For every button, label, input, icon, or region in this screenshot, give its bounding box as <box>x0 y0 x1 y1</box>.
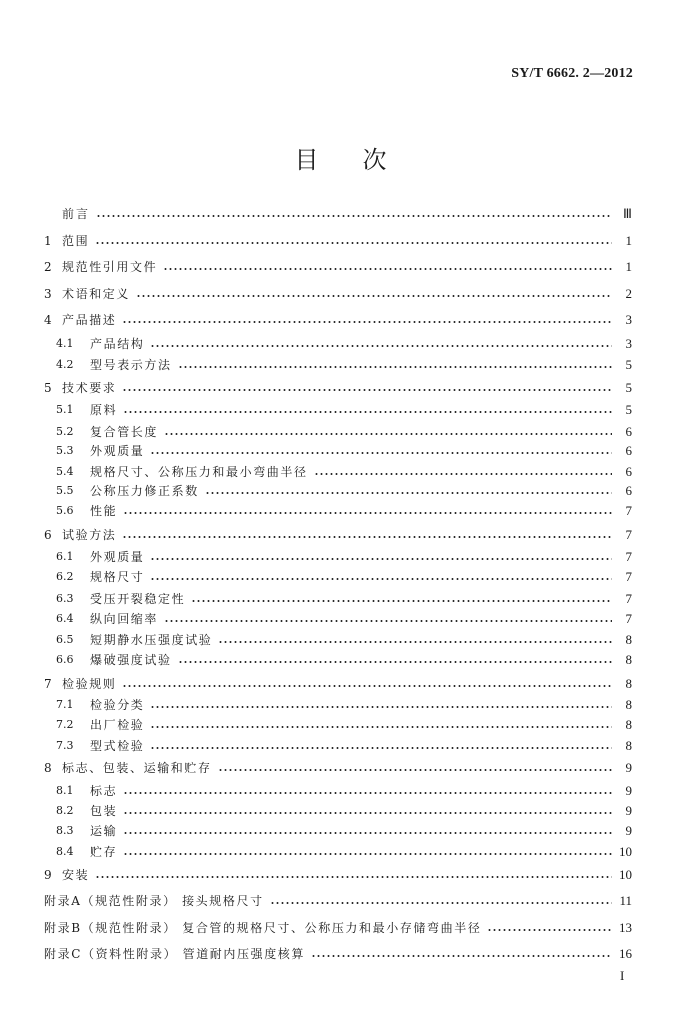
toc-entry-number: 7 <box>44 677 52 691</box>
toc-leader-dots <box>122 389 612 391</box>
toc-entry-number: 7.2 <box>56 718 74 731</box>
toc-entry-number: 8 <box>44 761 52 775</box>
toc-entry[interactable] <box>44 609 632 629</box>
toc-leader-dots <box>150 558 612 560</box>
toc-entry[interactable] <box>44 821 632 841</box>
toc-entry[interactable] <box>44 630 632 650</box>
toc-leader-dots <box>150 747 612 749</box>
toc-entry-page: 8 <box>625 676 632 691</box>
toc-entry[interactable] <box>44 501 632 521</box>
toc-entry-number: 7.1 <box>56 698 74 711</box>
toc-entry[interactable] <box>44 462 632 482</box>
toc-leader-dots <box>314 473 612 475</box>
toc-entry-number: 5.2 <box>56 425 74 438</box>
toc-entry-label: 规格尺寸 <box>90 570 145 584</box>
toc-entry[interactable] <box>44 378 632 398</box>
toc-entry[interactable] <box>44 204 632 224</box>
toc-entry-page: 6 <box>625 424 632 439</box>
toc-entry[interactable] <box>44 567 632 587</box>
toc-entry[interactable] <box>44 695 632 715</box>
toc-leader-dots <box>150 345 612 347</box>
toc-entry-page: 7 <box>625 569 632 584</box>
toc-leader-dots <box>136 295 612 297</box>
toc-entry[interactable] <box>44 441 632 461</box>
toc-leader-dots <box>150 706 612 708</box>
toc-entry-label: 受压开裂稳定性 <box>90 592 186 606</box>
toc-entry-page: 7 <box>625 591 632 606</box>
toc-entry[interactable] <box>44 944 632 964</box>
toc-entry-number: 5.5 <box>56 484 74 497</box>
toc-entry-page: 8 <box>625 697 632 712</box>
toc-entry[interactable] <box>44 547 632 567</box>
toc-entry-label: 术语和定义 <box>62 287 131 301</box>
toc-entry-number: 6.5 <box>56 633 74 646</box>
toc-entry[interactable] <box>44 355 632 375</box>
toc-entry-label: 外观质量 <box>90 550 145 564</box>
toc-entry[interactable] <box>44 891 632 911</box>
toc-entry-number: 6.3 <box>56 592 74 605</box>
toc-entry-label: 技术要求 <box>62 381 117 395</box>
toc-entry-label: 性能 <box>90 504 118 518</box>
toc-leader-dots <box>123 792 612 794</box>
toc-entry-label: 公称压力修正系数 <box>90 484 199 498</box>
toc-entry-label: 检验分类 <box>90 698 145 712</box>
toc-entry-number: 2 <box>44 260 52 274</box>
toc-entry-page: 9 <box>625 823 632 838</box>
toc-entry[interactable] <box>44 918 632 938</box>
toc-entry-page: 8 <box>625 738 632 753</box>
toc-entry-page: 8 <box>625 652 632 667</box>
toc-entry-number: 5.4 <box>56 465 74 478</box>
toc-leader-dots <box>150 578 612 580</box>
toc-entry-page: 5 <box>625 357 632 372</box>
toc-leader-dots <box>96 215 612 217</box>
toc-entry-label: 外观质量 <box>90 444 145 458</box>
toc-entry[interactable] <box>44 801 632 821</box>
toc-entry-label: 安装 <box>62 868 90 882</box>
toc-leader-dots <box>122 685 612 687</box>
toc-entry-label: 型号表示方法 <box>90 358 172 372</box>
toc-entry-label: 试验方法 <box>62 528 117 542</box>
toc-entry-page: 9 <box>625 783 632 798</box>
toc-entry-number: 6.4 <box>56 612 74 625</box>
toc-entry-page: 9 <box>625 760 632 775</box>
page-number: I <box>620 968 625 983</box>
toc-leader-dots <box>191 600 612 602</box>
toc-leader-dots <box>123 832 612 834</box>
toc-entry[interactable] <box>44 842 632 862</box>
toc-leader-dots <box>218 641 612 643</box>
toc-leader-dots <box>311 955 612 957</box>
toc-entry-page: 10 <box>619 867 632 882</box>
toc-entry-label: 包装 <box>90 804 118 818</box>
toc-leader-dots <box>95 242 612 244</box>
toc-entry-number: 6.2 <box>56 570 74 583</box>
toc-entry[interactable] <box>44 334 632 354</box>
toc-leader-dots <box>270 902 612 904</box>
toc-leader-dots <box>163 268 612 270</box>
toc-leader-dots <box>218 769 612 771</box>
toc-entry-number: 4.1 <box>56 337 74 350</box>
toc-entry-page: 6 <box>625 443 632 458</box>
toc-entry-number: 5.3 <box>56 444 74 457</box>
toc-leader-dots <box>122 321 612 323</box>
toc-entry-label: 产品结构 <box>90 337 145 351</box>
toc-leader-dots <box>205 492 612 494</box>
toc-entry-number: 6.6 <box>56 653 74 666</box>
toc-entry-label: 规格尺寸、公称压力和最小弯曲半径 <box>90 465 308 479</box>
toc-entry-label: 出厂检验 <box>90 718 145 732</box>
toc-entry[interactable] <box>44 589 632 609</box>
toc-entry[interactable] <box>44 650 632 670</box>
toc-leader-dots <box>150 452 612 454</box>
toc-entry-page: 5 <box>625 402 632 417</box>
toc-entry-number: 1 <box>44 234 52 248</box>
toc-leader-dots <box>95 876 612 878</box>
toc-entry-label: 原料 <box>90 403 118 417</box>
toc-entry-page: 3 <box>625 336 632 351</box>
toc-entry-page: 8 <box>625 632 632 647</box>
toc-leader-dots <box>123 812 612 814</box>
toc-leader-dots <box>164 620 612 622</box>
toc-entry-number: 7.3 <box>56 739 74 752</box>
toc-entry[interactable] <box>44 758 632 778</box>
toc-leader-dots <box>178 366 612 368</box>
toc-entry-page: 6 <box>625 483 632 498</box>
toc-entry-page: 11 <box>619 893 632 908</box>
toc-leader-dots <box>123 853 612 855</box>
toc-entry-page: 3 <box>625 312 632 327</box>
toc-entry-label: 标志、包装、运输和贮存 <box>62 761 212 775</box>
toc-entry-label: 型式检验 <box>90 739 145 753</box>
toc-entry-label: 规范性引用文件 <box>62 260 158 274</box>
toc-entry-page: Ⅲ <box>623 206 632 221</box>
toc-leader-dots <box>487 929 612 931</box>
toc-entry-label: 运输 <box>90 824 118 838</box>
toc-entry-label: 前言 <box>62 207 91 221</box>
toc-entry[interactable] <box>44 400 632 420</box>
toc-entry-number: 5.1 <box>56 403 74 416</box>
toc-entry-label: 附录B（规范性附录） 复合管的规格尺寸、公称压力和最小存储弯曲半径 <box>44 921 482 935</box>
toc-leader-dots <box>150 726 612 728</box>
toc-entry[interactable] <box>44 257 632 277</box>
toc-entry[interactable] <box>44 231 632 251</box>
toc-entry[interactable] <box>44 674 632 694</box>
toc-entry-page: 1 <box>625 233 632 248</box>
toc-entry[interactable] <box>44 525 632 545</box>
toc-entry-label: 爆破强度试验 <box>90 653 172 667</box>
toc-entry-number: 8.3 <box>56 824 74 837</box>
toc-entry-page: 7 <box>625 527 632 542</box>
toc-leader-dots <box>122 536 612 538</box>
toc-entry-page: 7 <box>625 503 632 518</box>
toc-entry-number: 6 <box>44 528 52 542</box>
toc-entry-number: 8.4 <box>56 845 74 858</box>
toc-entry-label: 检验规则 <box>62 677 117 691</box>
toc-entry-page: 7 <box>625 549 632 564</box>
toc-entry-label: 附录A（规范性附录） 接头规格尺寸 <box>44 894 264 908</box>
toc-entry-page: 7 <box>625 611 632 626</box>
toc-entry-label: 产品描述 <box>62 313 117 327</box>
toc-entry[interactable] <box>44 715 632 735</box>
toc-leader-dots <box>123 411 612 413</box>
standard-code: SY/T 6662. 2—2012 <box>511 66 633 81</box>
toc-entry[interactable] <box>44 865 632 885</box>
toc-entry-number: 5 <box>44 381 52 395</box>
toc-leader-dots <box>123 512 612 514</box>
toc-leader-dots <box>164 433 612 435</box>
toc-entry-page: 1 <box>625 259 632 274</box>
toc-entry-page: 10 <box>619 844 632 859</box>
toc-leader-dots <box>178 661 612 663</box>
toc-entry[interactable] <box>44 736 632 756</box>
toc-entry-page: 6 <box>625 464 632 479</box>
toc-entry-label: 复合管长度 <box>90 425 159 439</box>
toc-entry-page: 2 <box>625 286 632 301</box>
toc-entry-label: 纵向回缩率 <box>90 612 159 626</box>
toc-entry-page: 13 <box>619 920 632 935</box>
toc-entry-label: 标志 <box>90 784 118 798</box>
toc-entry-label: 贮存 <box>90 845 118 859</box>
toc-entry-label: 短期静水压强度试验 <box>90 633 213 647</box>
toc-entry-page: 16 <box>619 946 632 961</box>
toc-entry-page: 5 <box>625 380 632 395</box>
toc-entry-number: 6.1 <box>56 550 74 563</box>
toc-entry-number: 8.1 <box>56 784 74 797</box>
toc-entry-number: 4.2 <box>56 358 74 371</box>
page-title: 目次 <box>294 146 431 174</box>
toc-entry[interactable] <box>44 781 632 801</box>
toc-entry[interactable] <box>44 481 632 501</box>
toc-entry-label: 附录C（资料性附录） 管道耐内压强度核算 <box>44 947 305 961</box>
toc-entry[interactable] <box>44 310 632 330</box>
toc-entry-number: 8.2 <box>56 804 74 817</box>
toc-entry-page: 8 <box>625 717 632 732</box>
toc-entry-label: 范围 <box>62 234 90 248</box>
toc-entry-number: 5.6 <box>56 504 74 517</box>
toc-entry-page: 9 <box>625 803 632 818</box>
toc-entry-number: 4 <box>44 313 52 327</box>
toc-entry[interactable] <box>44 422 632 442</box>
toc-entry-number: 9 <box>44 868 52 882</box>
toc-entry[interactable] <box>44 284 632 304</box>
toc-entry-number: 3 <box>44 287 52 301</box>
